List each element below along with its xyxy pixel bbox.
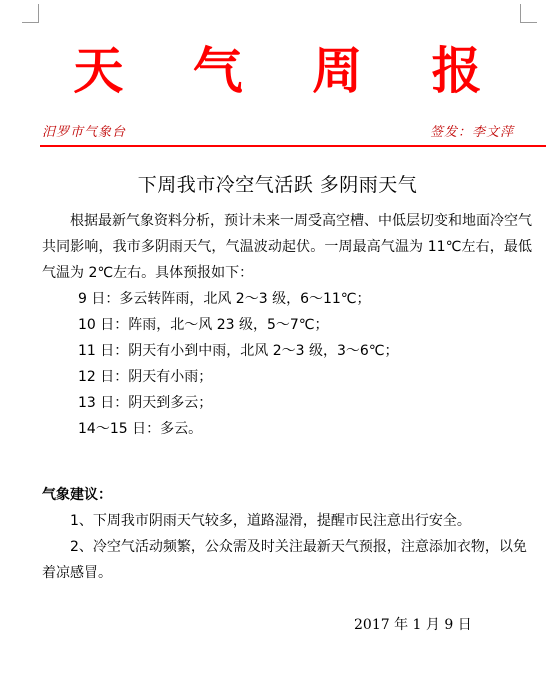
intro-paragraph: 根据最新气象资料分析，预计未来一周受高空槽、中低层切变和地面冷空气共同影响，我市多阴雨天气，气温波动起伏。一周最高气温为 11℃左右，最低气温为 2℃左右。具体预报如下：	[42, 213, 532, 281]
spacer	[42, 442, 532, 482]
forecast-line: 10 日：阵雨，北～风 23 级，5～7℃；	[78, 317, 329, 333]
issuer-label: 汨罗市气象台	[42, 125, 127, 140]
page-corner-mark-right	[520, 4, 537, 23]
article-headline: 下周我市冷空气活跃 多阴雨天气	[137, 174, 418, 196]
article-body	[42, 208, 532, 586]
forecast-line: 9 日：多云转阵雨，北风 2～3 级，6～11℃；	[78, 291, 371, 307]
forecast-line: 12 日：阴天有小雨；	[78, 369, 213, 385]
advice-item: 1、下周我市阴雨天气较多，道路湿滑，提醒市民注意出行安全。	[70, 513, 471, 529]
forecast-line: 14～15 日：多云。	[78, 421, 203, 437]
issue-date: 2017 年 1 月 9 日	[354, 617, 472, 633]
signer-label: 签发：李文萍	[430, 125, 515, 140]
forecast-line: 13 日：阴天到多云；	[78, 395, 213, 411]
advice-heading: 气象建议：	[42, 487, 112, 503]
page-corner-mark-left	[22, 4, 39, 23]
advice-item: 2、冷空气活动频繁，公众需及时关注最新天气预报，注意添加衣物，以免着凉感冒。	[42, 539, 527, 581]
header-divider	[40, 145, 546, 147]
forecast-line: 11 日：阴天有小到中雨，北风 2～3 级，3～6℃；	[78, 343, 399, 359]
bulletin-title: 天 气 周 报	[73, 42, 508, 100]
